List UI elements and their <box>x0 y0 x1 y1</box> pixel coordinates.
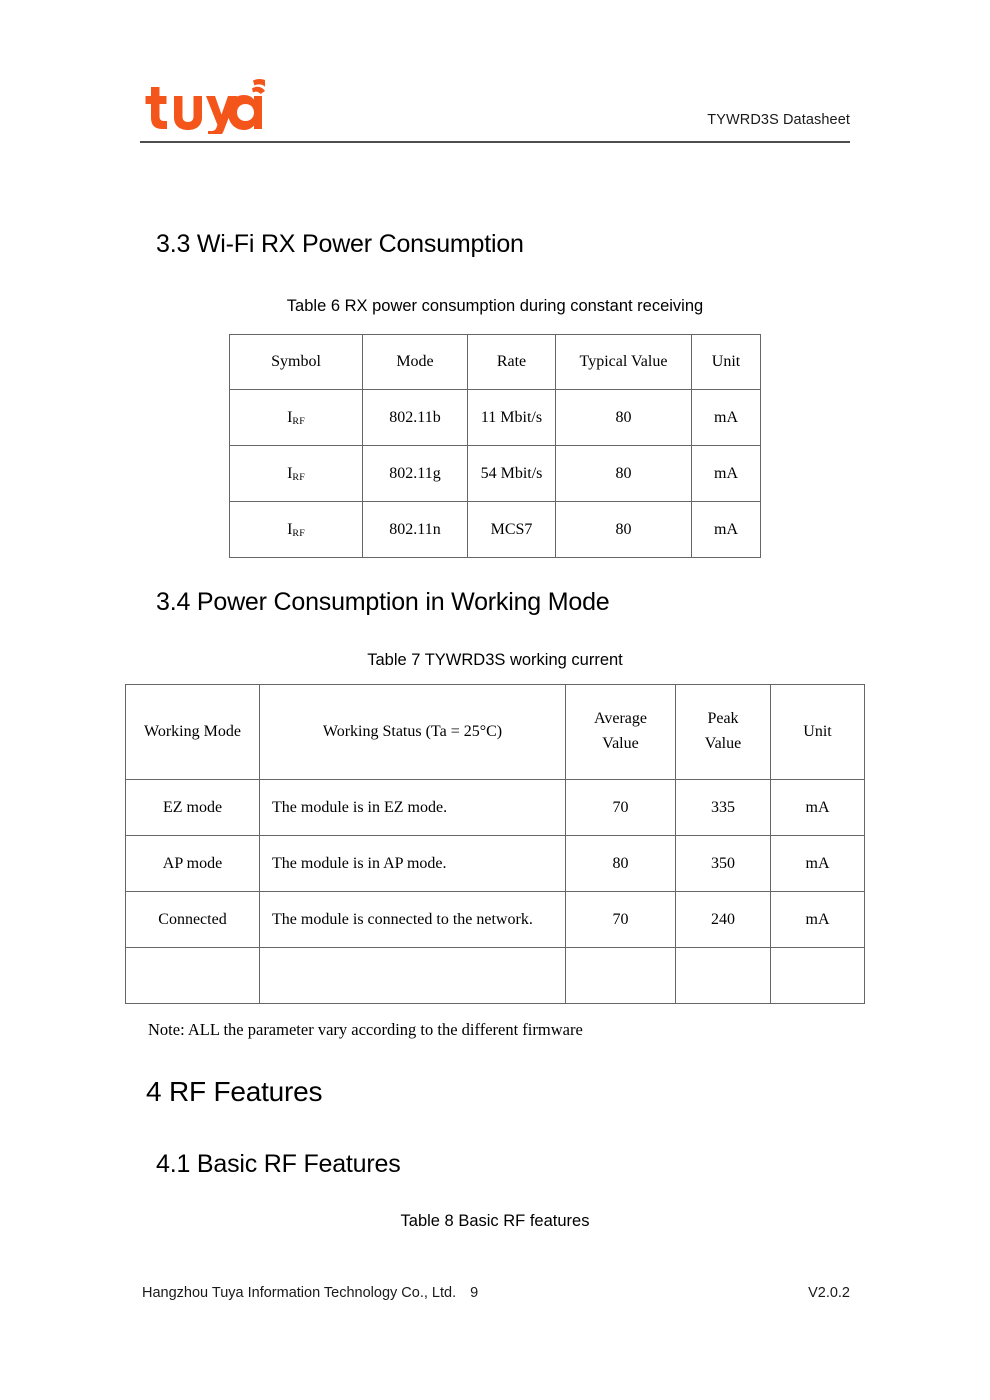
table7-cell-mode: EZ mode <box>126 780 260 836</box>
peak-line-2: Value <box>704 735 742 752</box>
table6-cell-symbol <box>230 446 363 502</box>
table7-cell-peak: 335 <box>676 780 771 836</box>
symbol-base: I <box>287 408 293 426</box>
symbol-subscript: RF <box>292 416 305 428</box>
table-row <box>230 390 761 446</box>
table7-col-working-mode: Working Mode <box>126 685 260 780</box>
average-line-2: Value <box>602 735 639 752</box>
table7-cell-peak: 350 <box>676 836 771 892</box>
table7-cell-average: 70 <box>566 780 676 836</box>
table-row-header <box>230 335 761 390</box>
caption-table-7: Table 7 TYWRD3S working current <box>367 651 623 669</box>
caption-table-8: Table 8 Basic RF features <box>400 1212 590 1230</box>
table6-cell-unit: mA <box>692 502 761 558</box>
symbol-subscript: RF <box>292 472 305 484</box>
table6-cell-rate: MCS7 <box>468 502 556 558</box>
table7-col-average-value <box>566 685 676 780</box>
symbol-base: I <box>287 520 293 538</box>
page-footer <box>0 1285 990 1315</box>
table7-cell-unit: mA <box>771 892 865 948</box>
heading-3-3-wifi-rx-power-consumption: 3.3 Wi-Fi RX Power Consumption <box>156 230 524 258</box>
tuya-logo <box>145 78 265 134</box>
table7-cell-unit <box>771 948 865 1004</box>
table7-cell-average: 80 <box>566 836 676 892</box>
table7-cell-status: The module is connected to the network. <box>260 892 566 948</box>
table6-cell-mode: 802.11b <box>363 390 468 446</box>
table6-cell-symbol <box>230 502 363 558</box>
table7-col-working-status: Working Status (Ta = 25°C) <box>260 685 566 780</box>
table6-cell-mode: 802.11g <box>363 446 468 502</box>
table7-cell-average <box>566 948 676 1004</box>
table6-cell-typical: 80 <box>556 502 692 558</box>
table6-cell-unit: mA <box>692 390 761 446</box>
table7-cell-mode: Connected <box>126 892 260 948</box>
symbol-subscript: RF <box>292 528 305 540</box>
heading-4-1-basic-rf-features: 4.1 Basic RF Features <box>156 1150 401 1178</box>
table7-cell-status <box>260 948 566 1004</box>
table7-cell-peak: 240 <box>676 892 771 948</box>
average-line-1: Average <box>594 710 647 728</box>
heading-3-4-power-consumption-working-mode: 3.4 Power Consumption in Working Mode <box>156 588 610 616</box>
table6-cell-rate: 54 Mbit/s <box>468 446 556 502</box>
page-header <box>0 0 990 150</box>
table7-cell-status: The module is in AP mode. <box>260 836 566 892</box>
table-row <box>230 502 761 558</box>
heading-4-rf-features: 4 RF Features <box>146 1076 323 1107</box>
table6-cell-symbol <box>230 390 363 446</box>
table6-col-typical: Typical Value <box>556 335 692 390</box>
symbol-base: I <box>287 464 293 482</box>
table7-cell-mode: AP mode <box>126 836 260 892</box>
table6-col-rate: Rate <box>468 335 556 390</box>
table6-cell-typical: 80 <box>556 446 692 502</box>
table-row-empty <box>126 948 865 1004</box>
footer-version: V2.0.2 <box>808 1285 850 1301</box>
table7-cell-mode <box>126 948 260 1004</box>
table7-cell-unit: mA <box>771 780 865 836</box>
table6-col-mode: Mode <box>363 335 468 390</box>
table-row-header <box>126 685 865 780</box>
table6-cell-typical: 80 <box>556 390 692 446</box>
table-6-rx-power-consumption <box>229 334 761 558</box>
table-7-working-current <box>125 684 865 1004</box>
table7-cell-unit: mA <box>771 836 865 892</box>
caption-table-6: Table 6 RX power consumption during constant receiving <box>286 297 704 315</box>
header-divider-rule <box>140 141 850 143</box>
footer-page-number: 9 <box>470 1285 479 1301</box>
footer-company-name: Hangzhou Tuya Information Technology Co., Ltd. <box>142 1285 457 1301</box>
table7-cell-peak <box>676 948 771 1004</box>
table6-col-symbol: Symbol <box>230 335 363 390</box>
table6-cell-rate: 11 Mbit/s <box>468 390 556 446</box>
table6-col-unit: Unit <box>692 335 761 390</box>
table-row <box>126 892 865 948</box>
footer-company-block <box>142 1285 478 1301</box>
table6-cell-mode: 802.11n <box>363 502 468 558</box>
header-document-title: TYWRD3S Datasheet <box>707 112 850 128</box>
table6-cell-unit: mA <box>692 446 761 502</box>
table7-cell-average: 70 <box>566 892 676 948</box>
note-firmware-variation: Note: ALL the parameter vary according to the different firmware <box>148 1020 583 1039</box>
table7-cell-status: The module is in EZ mode. <box>260 780 566 836</box>
table7-col-unit: Unit <box>771 685 865 780</box>
peak-line-1: Peak <box>707 710 739 728</box>
table-row <box>126 780 865 836</box>
table7-col-peak-value <box>676 685 771 780</box>
table-row <box>126 836 865 892</box>
table-row <box>230 446 761 502</box>
